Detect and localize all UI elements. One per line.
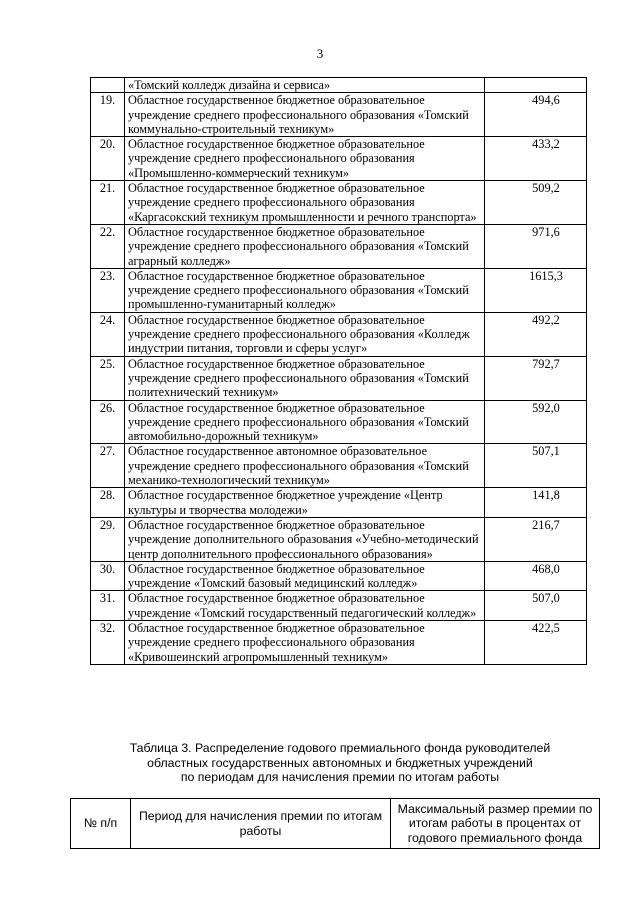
- table-row: [91, 312, 587, 356]
- bonus-fund-value: 422,5: [485, 620, 587, 664]
- bonus-fund-value: 468,0: [485, 561, 587, 591]
- table3-caption: [120, 741, 560, 785]
- institution-name: Областное государственное бюджетное образовательное учреждение среднего профессионального образования «Колледж индустрии питания, торговли и сферы услуг»: [125, 312, 485, 356]
- institution-name: «Томский колледж дизайна и сервиса»: [125, 78, 485, 93]
- table-row: [91, 181, 587, 225]
- institution-name: Областное государственное бюджетное образовательное учреждение среднего профессионального образования «Томский политехнический техникум»: [125, 356, 485, 400]
- institution-name: Областное государственное бюджетное образовательное учреждение среднего профессионального образования «Томский автомобильно-дорожный техникум»: [125, 400, 485, 444]
- table-row: [91, 93, 587, 137]
- table-row: [91, 591, 587, 621]
- institutions-table: [90, 77, 587, 665]
- institution-name: Областное государственное бюджетное образовательное учреждение среднего профессионального образования «Томский коммунально-строительный техникум»: [125, 93, 485, 137]
- table-row: [91, 620, 587, 664]
- column-header-number: № п/п: [71, 799, 131, 849]
- table-row: [91, 137, 587, 181]
- row-number: 28.: [91, 488, 125, 518]
- institution-name: Областное государственное автономное образовательное учреждение среднего профессионального образования «Томский механико-технологический техникум»: [125, 444, 485, 488]
- row-number: 22.: [91, 224, 125, 268]
- bonus-fund-value: 141,8: [485, 488, 587, 518]
- institution-name: Областное государственное бюджетное образовательное учреждение «Томский государственный педагогический колледж»: [125, 591, 485, 621]
- table-row: [91, 356, 587, 400]
- row-number: [91, 78, 125, 93]
- table-row: [91, 444, 587, 488]
- bonus-fund-value: 507,1: [485, 444, 587, 488]
- table3-caption-line: областных государственных автономных и бюджетных учреждений: [147, 755, 533, 770]
- bonus-fund-value: 507,0: [485, 591, 587, 621]
- table-row: [91, 517, 587, 561]
- institution-name: Областное государственное бюджетное учреждение «Центр культуры и творчества молодежи»: [125, 488, 485, 518]
- page-number: 3: [316, 46, 324, 61]
- row-number: 25.: [91, 356, 125, 400]
- institution-name: Областное государственное бюджетное образовательное учреждение среднего профессионального образования «Томский аграрный колледж»: [125, 224, 485, 268]
- row-number: 30.: [91, 561, 125, 591]
- institution-name: Областное государственное бюджетное образовательное учреждение среднего профессионального образования «Кривошеинский агропромышленный техникум»: [125, 620, 485, 664]
- row-number: 21.: [91, 181, 125, 225]
- row-number: 20.: [91, 137, 125, 181]
- bonus-fund-value: 433,2: [485, 137, 587, 181]
- bonus-fund-value: 971,6: [485, 224, 587, 268]
- table-row: [91, 224, 587, 268]
- institution-name: Областное государственное бюджетное образовательное учреждение «Томский базовый медицинский колледж»: [125, 561, 485, 591]
- bonus-fund-value: 592,0: [485, 400, 587, 444]
- table-header-row: [71, 799, 600, 849]
- bonus-fund-value: 509,2: [485, 181, 587, 225]
- row-number: 27.: [91, 444, 125, 488]
- table-row: [91, 561, 587, 591]
- institution-name: Областное государственное бюджетное образовательное учреждение дополнительного образования «Учебно-методический центр дополнительного профессионального образования»: [125, 517, 485, 561]
- bonus-fund-value: 216,7: [485, 517, 587, 561]
- row-number: 31.: [91, 591, 125, 621]
- row-number: 26.: [91, 400, 125, 444]
- table3-caption-line: Таблица 3. Распределение годового премиального фонда руководителей: [129, 741, 551, 755]
- column-header-max-bonus: Максимальный размер премии по итогам работы в процентах от годового премиального фонда: [391, 799, 600, 849]
- table-row: [91, 488, 587, 518]
- institution-name: Областное государственное бюджетное образовательное учреждение среднего профессионального образования «Промышленно-коммерческий техникум»: [125, 137, 485, 181]
- column-header-period: Период для начисления премии по итогам работы: [131, 799, 391, 849]
- row-number: 24.: [91, 312, 125, 356]
- institution-name: Областное государственное бюджетное образовательное учреждение среднего профессионального образования «Томский промышленно-гуманитарный колледж»: [125, 268, 485, 312]
- institution-name: Областное государственное бюджетное образовательное учреждение среднего профессионального образования «Каргасокский техникум промышленности и речного транспорта»: [125, 181, 485, 225]
- table-row: [91, 268, 587, 312]
- bonus-fund-value: 792,7: [485, 356, 587, 400]
- table-row: [91, 400, 587, 444]
- row-number: 29.: [91, 517, 125, 561]
- row-number: 19.: [91, 93, 125, 137]
- bonus-fund-value: 492,2: [485, 312, 587, 356]
- row-number: 32.: [91, 620, 125, 664]
- table-row: [91, 78, 587, 93]
- bonus-fund-value: 494,6: [485, 93, 587, 137]
- bonus-fund-value: 1615,3: [485, 268, 587, 312]
- bonus-fund-table: [70, 798, 600, 849]
- bonus-fund-value: [485, 78, 587, 93]
- row-number: 23.: [91, 268, 125, 312]
- table3-caption-line: по периодам для начисления премии по итогам работы: [180, 770, 500, 784]
